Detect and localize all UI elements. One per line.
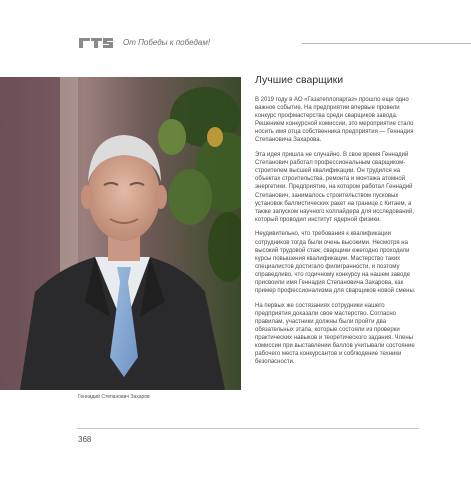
header-divider — [302, 43, 471, 44]
photo-caption: Геннадий Степанович Захаров — [78, 394, 150, 400]
page-number: 368 — [78, 435, 92, 444]
article-paragraph: В 2019 году в АО «Газатеплопаргаз» прошло еще одно важное событие. На предприятии впервые провели конкурс профмастерства среди сварщиков завода. Решением конкурсной комиссии, это мероприятие стало носить имя отца собственника предприятия — Геннадия Степановича Захарова. — [255, 97, 414, 144]
page-header — [77, 37, 417, 51]
article-title: Лучшие сварщики — [255, 74, 344, 86]
footer-divider — [77, 428, 419, 429]
portrait-photo — [0, 77, 241, 390]
company-logo — [77, 37, 115, 49]
article-paragraph: На первых же состязаниях сотрудники нашего предприятия доказали свое мастерство. Согласно правилам, участники должны были пройти два обязательных этапа, которые состояли из проверки практических навыков и теоретического задания. Члены комиссии при выставлении баллов учитывали состояние рабочего места конкурсантов и соблюдение техники безопасности. — [255, 302, 415, 366]
article — [255, 74, 421, 373]
article-paragraph: Эта идея пришла не случайно. В свое время Геннадий Степанович работал профессиональным сварщиком-строителем высшей квалификации. Он трудился на объектах строительства, ремонта и монтажа атомной энергетики. Предприятие, на котором работал Геннадий Степанович, занималось строительством пусковых установок баллистических ракет на границе с Китаем, а также запуском научного коллайдера для исследований, который проводил институт ядерной физики. — [255, 152, 414, 223]
article-paragraph: Неудивительно, что требования к квалификации сотрудников тогда были очень высокими. Несмотря на высокий трудовой стаж, сварщики ежегодно проходили курсы повышения квалификации. Мастерство таких специалистов достигало филигранности, и поэтому справедливо, что годичному конкурсу на нашем заводе присвоили имя Геннадия Степановича Захарова, как пример профессионализма для сварщиков новой смены. — [255, 231, 416, 295]
slogan: От Победы к победам! — [123, 38, 211, 47]
